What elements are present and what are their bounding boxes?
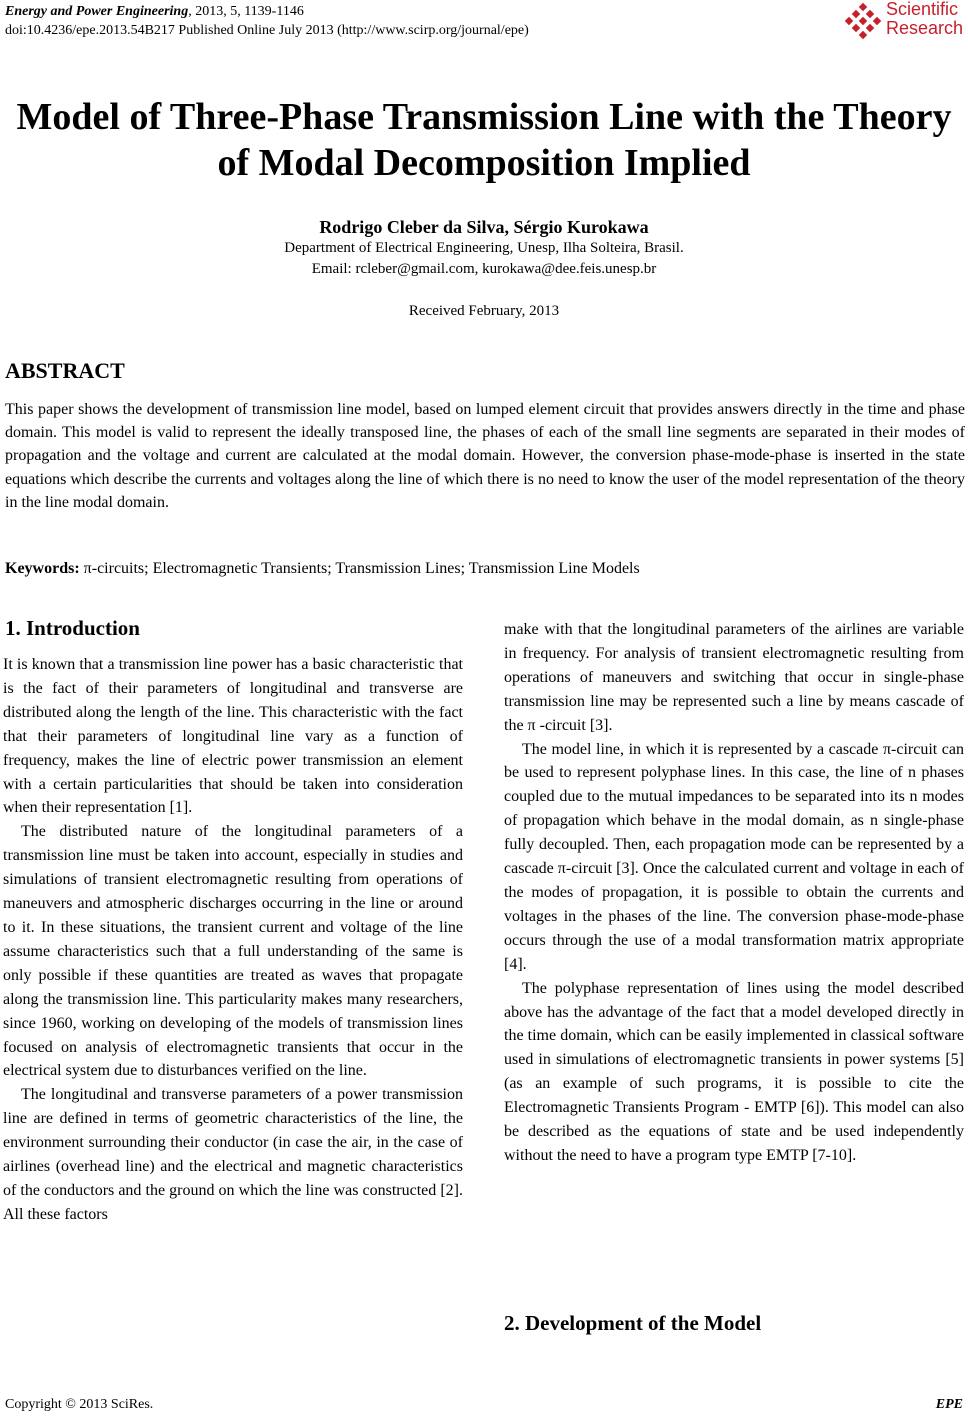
paper-title <box>0 94 968 186</box>
authors: Rodrigo Cleber da Silva, Sérgio Kurokawa <box>319 217 649 237</box>
title-line-1: Model of Three-Phase Transmission Line with the Theory <box>16 96 952 138</box>
paragraph: It is known that a transmission line power has a basic characteristic that is the fact of their parameters of longitudinal and transverse are distributed along the length of the line. This characteristic with the fact that their parameters of longitudinal line vary as a function of frequency, makes the line of electric power transmission an element with a certain particularities that should be taken into consideration when their representation [1]. <box>3 656 463 817</box>
section-2-heading: 2. Development of the Model <box>504 1311 762 1335</box>
received-date: Received February, 2013 <box>408 303 560 319</box>
title-line-2: of Modal Decomposition Implied <box>217 142 751 184</box>
running-header <box>5 2 529 40</box>
paragraph: The polyphase representation of lines using the model described above has the advantage of the fact that a model developed directly in the time domain, which can be easily implemented in classical software used in simulations of electromagnetic transients in power systems [5] (as an example of such programs, it is possible to cite the Electromagnetic Transients Program - EMTP [6]). This model can also be described as the equations of state and be used independently without the need to have a program type EMTP [7-10]. <box>504 979 964 1164</box>
keywords <box>5 560 640 578</box>
email: Email: rcleber@gmail.com, kurokawa@dee.feis.unesp.br <box>311 261 657 277</box>
logo-text <box>886 0 963 38</box>
logo-line-2: Research <box>886 18 964 38</box>
section-1-heading: 1. Introduction <box>5 616 140 640</box>
copyright: Copyright © 2013 SciRes. <box>5 1397 154 1412</box>
paragraph: The distributed nature of the longitudinal parameters of a transmission line must be taken into account, especially in studies and simulations of transient electromagnetic resulting from operations of maneuvers and atmospheric discharges occurring in the line or around to it. In these situations, the transient current and voltage of the line assume characteristics such that a full understanding of the same is only possible if these quantities are treated as waves that propagate along the transmission line. This particularity makes many researchers, since 1960, working on developing of the models of transmission lines focused on analysis of electromagnetic transients that occur in the electrical system due to disturbances verified on the line. <box>3 823 463 1080</box>
journal-abbreviation: EPE <box>935 1397 963 1412</box>
logo-line-1: Scientific <box>886 0 959 19</box>
abstract-heading: ABSTRACT <box>5 358 125 383</box>
affiliation: Department of Electrical Engineering, Unesp, Ilha Solteira, Brasil. <box>284 240 684 256</box>
scientific-research-logo <box>844 0 964 42</box>
journal-citation: , 2013, 5, 1139-1146 <box>188 4 304 19</box>
keywords-text: π-circuits; Electromagnetic Transients; Transmission Lines; Transmission Line Models <box>79 560 640 577</box>
left-column <box>3 653 463 1227</box>
abstract-text: This paper shows the development of transmission line model, based on lumped element circuit that provides answers directly in the time and phase domain. This model is valid to represent the ideally transposed line, the phases of each of the small line segments are separated in their modes of propagation and the voltage and current are calculated at the modal domain. However, the conversion phase-mode-phase is inserted in the state equations which describe the currents and voltages along the line of which there is no need to know the user of the model representation of the theory in the line modal domain. <box>5 401 965 511</box>
paragraph: make with that the longitudinal parameters of the airlines are variable in frequency. For analysis of transient electromagnetic resulting from operations of maneuvers and switching that occur in single-phase transmission line may be represented such a line by means cascade of the π -circuit [3]. <box>504 621 964 734</box>
right-column <box>504 618 964 1168</box>
keywords-label: Keywords: <box>5 560 80 577</box>
paragraph: The model line, in which it is represented by a cascade π-circuit can be used to represent polyphase lines. In this case, the line of n phases coupled due to the mutual impedances to be separated into its n modes of propagation which behave in the modal domain, as n single-phase fully decoupled. Then, each propagation mode can be represented by a cascade π-circuit [3]. Once the calculated current and voltage in each of the modes of propagation, it is possible to obtain the currents and voltages in the phases of the line. The conversion phase-mode-phase occurs through the use of a modal transformation matrix appropriate [4]. <box>504 740 964 973</box>
logo-diamond-icon <box>844 2 882 40</box>
paragraph: The longitudinal and transverse parameters of a power transmission line are defined in terms of geometric characteristics of the line, the environment surrounding their conductor (in case the air, in the case of airlines (overhead line) and the electrical and magnetic characteristics of the conductors and the ground on which the line was constructed [2]. All these factors <box>3 1086 463 1223</box>
doi-line: doi:10.4236/epe.2013.54B217 Published Online July 2013 (http://www.scirp.org/journal/epe) <box>5 23 529 38</box>
journal-name: Energy and Power Engineering <box>5 4 189 19</box>
